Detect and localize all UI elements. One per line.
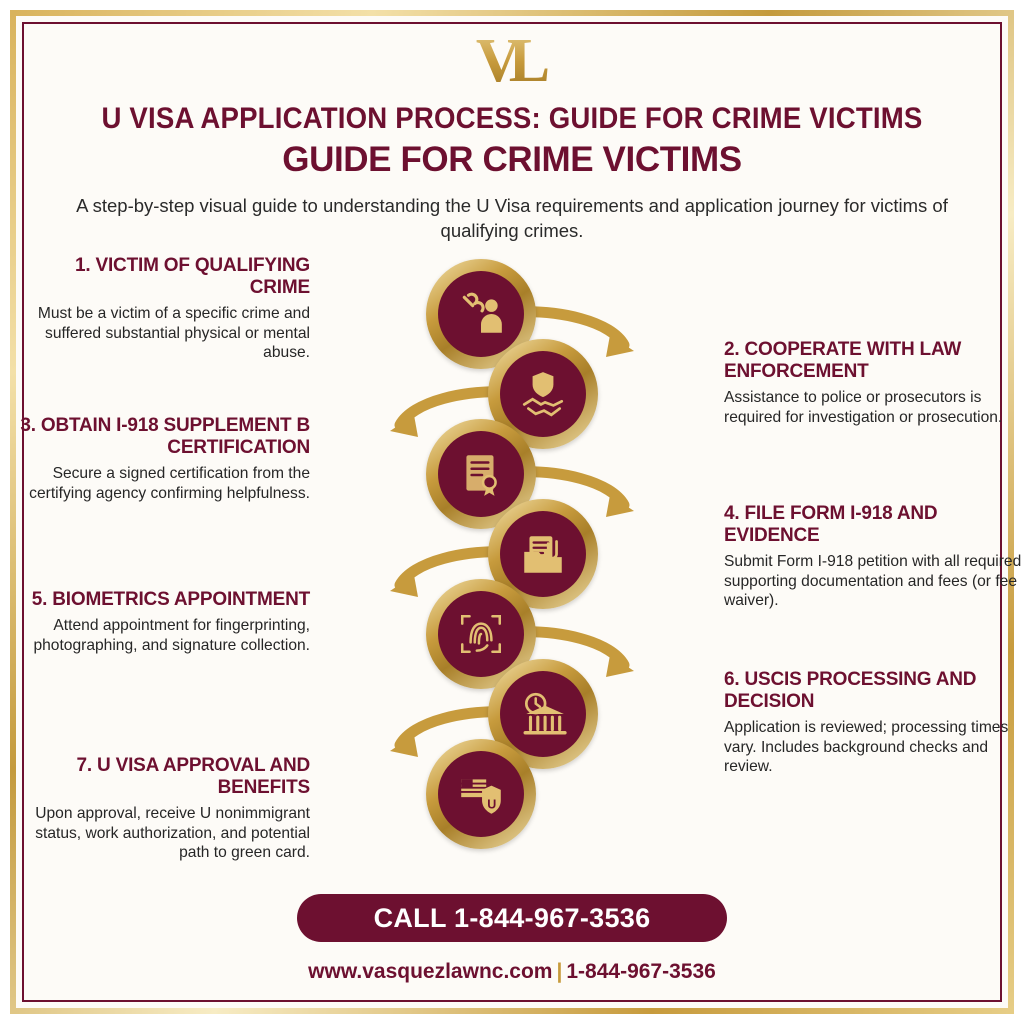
certificate-seal-icon <box>438 431 524 517</box>
step-desc: Application is reviewed; processing times vary. Includes background checks and review. <box>724 719 1009 775</box>
folder-documents-clip-icon <box>500 511 586 597</box>
step-text-5 <box>10 589 310 655</box>
step-title: 1. VICTIM OF QUALIFYING CRIME <box>74 255 310 299</box>
step-desc: Secure a signed certification from the certifying agency confirming helpfulness. <box>29 465 310 502</box>
step-title: 3. OBTAIN I-918 SUPPLEMENT B CERTIFICATION <box>20 415 310 459</box>
brand-logo <box>28 24 996 98</box>
step-title: 7. U VISA APPROVAL AND BENEFITS <box>76 755 310 799</box>
poster-content <box>20 24 1022 1000</box>
step-title: 6. USCIS PROCESSING AND DECISION <box>724 669 977 713</box>
footer-separator: | <box>556 960 563 983</box>
step-text-6 <box>724 669 1024 776</box>
logo-letter-v: V <box>475 27 519 95</box>
step-text-7 <box>10 755 310 862</box>
step-desc: Submit Form I-918 petition with all required supporting documentation and fees (or fee waiver). <box>724 553 1022 609</box>
website-link[interactable]: www.vasquezlawnc.com <box>308 960 553 983</box>
call-cta-button[interactable]: CALL 1-844-967-3536 <box>297 894 727 942</box>
step-desc: Upon approval, receive U nonimmigrant status, work authorization, and potential path to green card. <box>35 805 310 861</box>
step-desc: Attend appointment for fingerprinting, photographing, and signature collection. <box>33 617 310 654</box>
step-title: 4. FILE FORM I-918 AND EVIDENCE <box>724 503 938 547</box>
fingerprint-scan-icon <box>438 591 524 677</box>
page-title: U VISA APPLICATION PROCESS: GUIDE FOR CRIME VICTIMS <box>101 102 923 135</box>
broken-chain-person-icon <box>438 271 524 357</box>
logo-letter-l: L <box>508 27 549 95</box>
step-title: 2. COOPERATE WITH LAW ENFORCEMENT <box>724 339 962 383</box>
footer-phone[interactable]: 1-844-967-3536 <box>566 960 716 983</box>
svg-text:U: U <box>487 797 497 812</box>
step-text-2 <box>724 339 1024 427</box>
intro-paragraph: A step-by-step visual guide to understanding the U Visa requirements and application journey for victims of qualifying crimes. <box>76 195 948 241</box>
step-desc: Assistance to police or prosecutors is required for investigation or prosecution. <box>724 389 1003 426</box>
step-text-4 <box>724 503 1024 610</box>
step-title: 5. BIOMETRICS APPOINTMENT <box>31 589 310 611</box>
step-text-3 <box>10 415 310 503</box>
step-text-1 <box>10 255 310 362</box>
footer-contact <box>28 960 996 984</box>
step-icon-7[interactable] <box>426 739 536 849</box>
process-steps <box>20 255 1022 869</box>
page-subtitle: GUIDE FOR CRIME VICTIMS <box>282 140 742 179</box>
government-building-clock-icon <box>500 671 586 757</box>
police-badge-handshake-icon <box>500 351 586 437</box>
step-desc: Must be a victim of a specific crime and suffered substantial physical or mental abuse. <box>37 305 310 361</box>
us-flag-shield-icon <box>438 751 524 837</box>
